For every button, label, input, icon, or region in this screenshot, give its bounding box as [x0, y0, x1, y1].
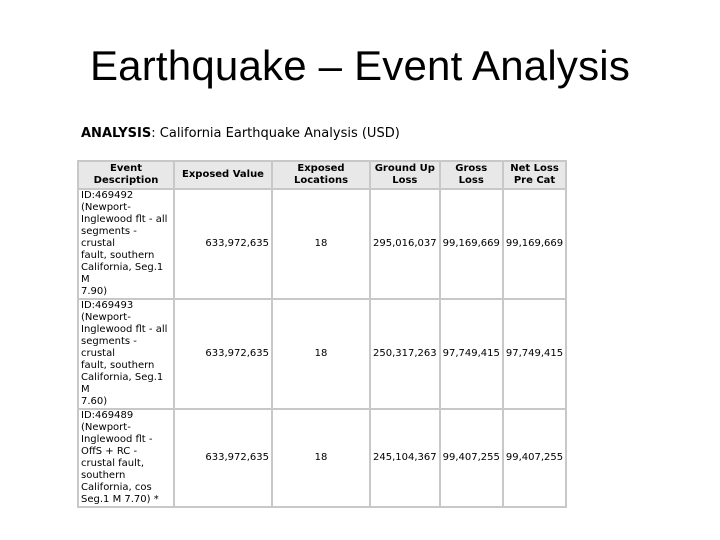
analysis-label: ANALYSIS: [81, 126, 152, 141]
analysis-heading: [81, 126, 400, 141]
results-table-container: [77, 160, 567, 508]
analysis-name: California Earthquake Analysis (USD): [159, 126, 400, 141]
column-header-gross-loss: Gross Loss: [441, 162, 502, 188]
table-row: [79, 190, 565, 298]
column-header-exposed-value: Exposed Value: [175, 162, 271, 188]
slide-title: Earthquake – Event Analysis: [89, 42, 631, 89]
analysis-separator: :: [151, 126, 156, 141]
ground-up-loss-cell: 245,104,367: [371, 410, 439, 506]
ground-up-loss-cell: 295,016,037: [371, 190, 439, 298]
table-header-row: [79, 162, 565, 188]
table-row: [79, 410, 565, 506]
column-header-exposed-locations: Exposed Locations: [273, 162, 369, 188]
event-description-cell: ID:469492 (Newport- Inglewood flt - all segments - crustal fault, southern California, Seg.1 M 7.90): [79, 190, 173, 298]
exposed-locations-cell: 18: [273, 300, 369, 408]
net-loss-pre-cat-cell: 99,169,669: [504, 190, 565, 298]
exposed-locations-cell: 18: [273, 410, 369, 506]
event-description-cell: ID:469489 (Newport- Inglewood flt - OffS + RC - crustal fault, southern California, cos Seg.1 M 7.70) *: [79, 410, 173, 506]
column-header-net-loss-pre-cat: Net Loss Pre Cat: [504, 162, 565, 188]
ground-up-loss-cell: 250,317,263: [371, 300, 439, 408]
exposed-value-cell: 633,972,635: [175, 190, 271, 298]
column-header-ground-up-loss: Ground Up Loss: [371, 162, 439, 188]
gross-loss-cell: 99,169,669: [441, 190, 502, 298]
gross-loss-cell: 99,407,255: [441, 410, 502, 506]
gross-loss-cell: 97,749,415: [441, 300, 502, 408]
exposed-locations-cell: 18: [273, 190, 369, 298]
net-loss-pre-cat-cell: 99,407,255: [504, 410, 565, 506]
exposed-value-cell: 633,972,635: [175, 300, 271, 408]
net-loss-pre-cat-cell: 97,749,415: [504, 300, 565, 408]
exposed-value-cell: 633,972,635: [175, 410, 271, 506]
table-row: [79, 300, 565, 408]
event-description-cell: ID:469493 (Newport- Inglewood flt - all segments - crustal fault, southern California, Seg.1 M 7.60): [79, 300, 173, 408]
column-header-event-description: Event Description: [79, 162, 173, 188]
event-analysis-table: [77, 160, 567, 508]
